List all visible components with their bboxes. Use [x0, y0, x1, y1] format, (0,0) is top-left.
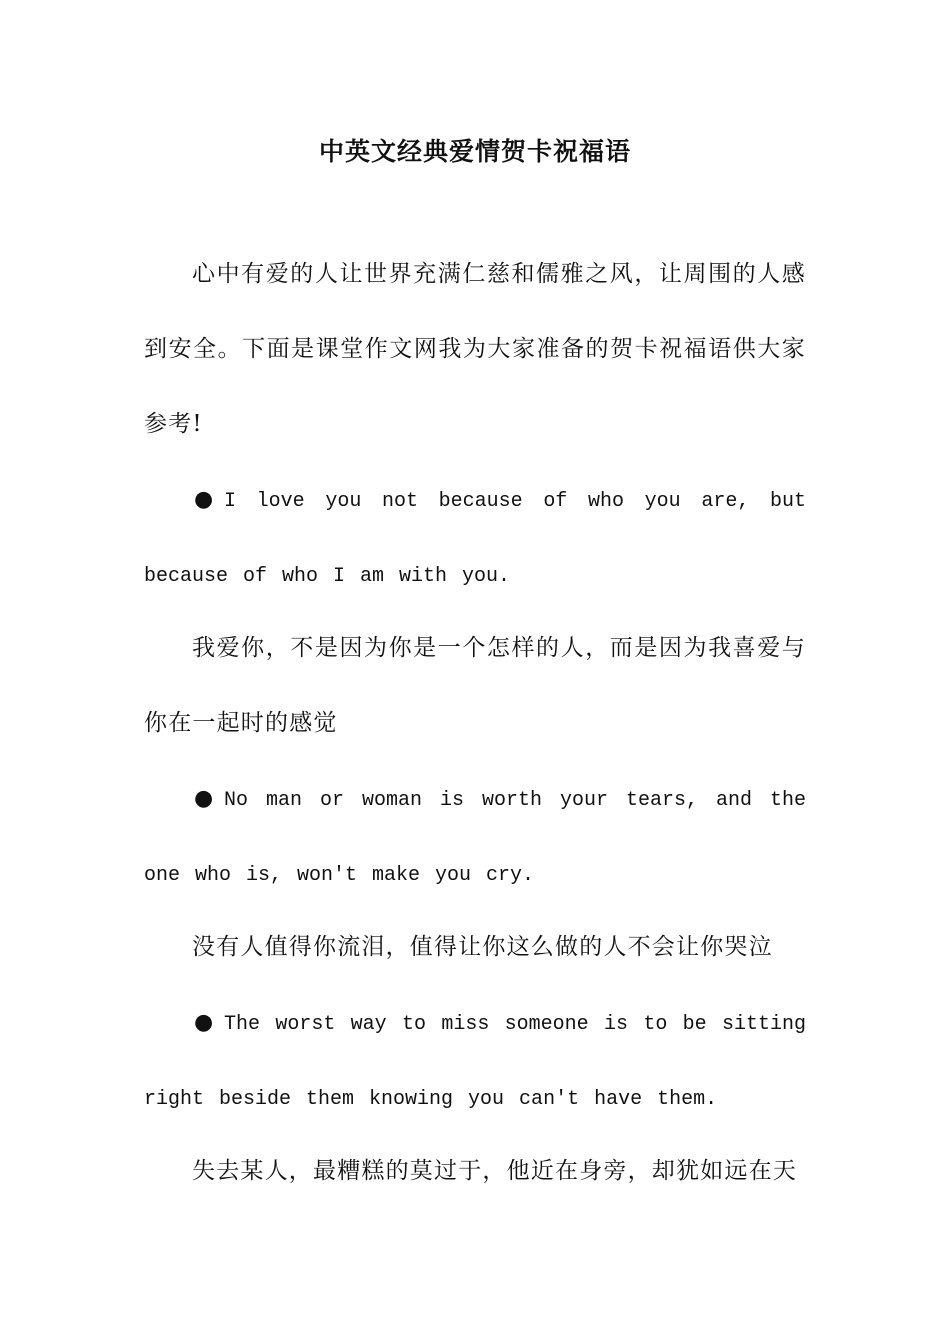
document-title: 中英文经典爱情贺卡祝福语: [318, 137, 631, 166]
bullet-icon: ●: [194, 487, 214, 512]
quote-1-chinese: 我爱你，不是因为你是一个怎样的人，而是因为我喜爱与你在一起时的感觉: [144, 635, 806, 736]
quote-2-english: [144, 761, 806, 913]
quote-3-chinese: 失去某人，最糟糕的莫过于，他近在身旁，却犹如远在天: [192, 1158, 797, 1184]
bullet-icon: ●: [194, 786, 214, 811]
bullet-icon: ●: [194, 1010, 214, 1035]
quote-2-chinese: 没有人值得你流泪，值得让你这么做的人不会让你哭泣: [192, 934, 773, 960]
intro-paragraph: 心中有爱的人让世界充满仁慈和儒雅之风，让周围的人感到安全。下面是课堂作文网我为大家准备的贺卡祝福语供大家参考!: [144, 261, 806, 437]
quote-3-english: [144, 985, 806, 1137]
quote-1-english-text: I love you not because of who you are, but because of who I am with you.: [144, 490, 806, 588]
quote-2-english-text: No man or woman is worth your tears, and the one who is, won't make you cry.: [144, 789, 806, 887]
quote-1-english: [144, 462, 806, 614]
quote-3-english-text: The worst way to miss someone is to be sitting right beside them knowing you can't have them.: [144, 1013, 806, 1111]
